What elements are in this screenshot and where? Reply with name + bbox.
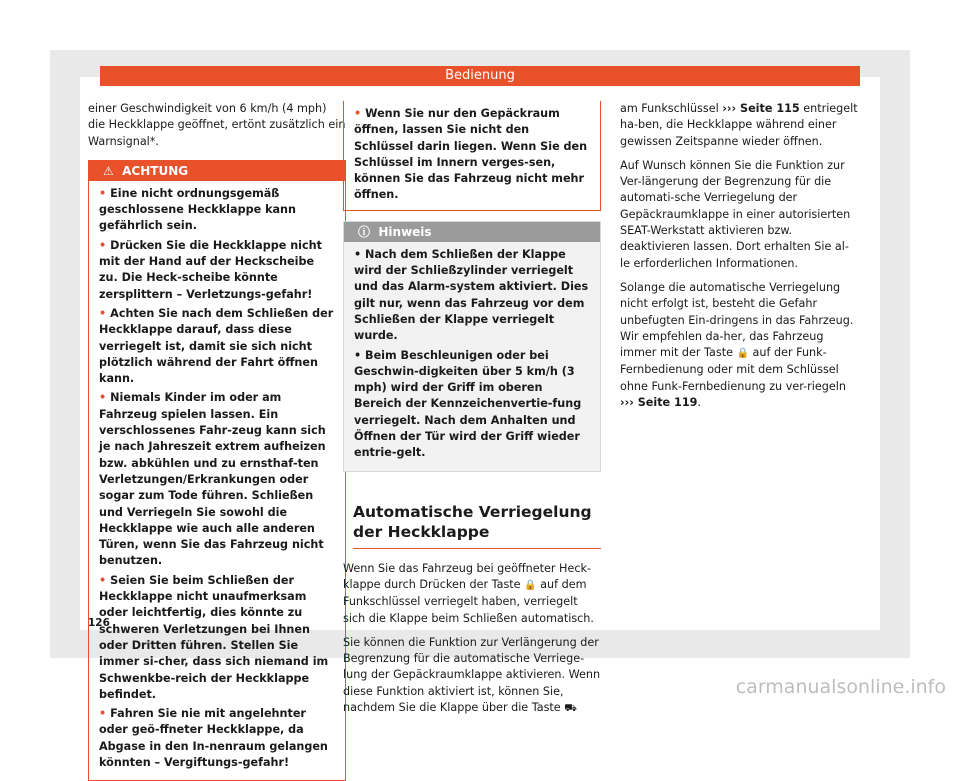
lock-key-icon: 🔒: [524, 579, 537, 591]
list-item: • Drücken Sie die Heckklappe nicht mit der Hand auf der Heckscheibe zu. Die Heck-scheibe könnte zersplittern – Verletzungs-gefahr!: [99, 238, 322, 301]
section-header: Bedienung: [100, 66, 860, 86]
note-title: Hinweis: [378, 224, 432, 239]
section-title: Automatische Verriegelung der Heckklappe: [353, 502, 601, 549]
info-icon: ⓘ: [358, 224, 371, 239]
page-number: 126: [88, 617, 110, 629]
list-item: • Eine nicht ordnungsgemäß geschlossene Heckklappe kann gefährlich sein.: [99, 186, 296, 233]
list-item: • Niemals Kinder im oder am Fahrzeug spielen lassen. Ein verschlossenes Fahr-zeug kann sich je nach Jahreszeit extrem aufheizen bzw. abkühlen und zu ernsthaf-ten Verletzungen/Erkrankungen oder sogar zum Tode führen. Schließen und Verriegeln Sie sowohl die Heckklappe wie auch alle anderen Türen, wenn Sie das Fahrzeug nicht benutzen.: [99, 391, 326, 568]
paragraph: Solange die automatische Verriegelung nicht erfolgt ist, besteht die Gefahr unbefugten Ein-dringens in das Fahrzeug. Wir empfehlen da-her, das Fahrzeug immer mit der Taste 🔒 auf der Funk-Fernbedienung oder mit dem Schlüssel ohne Funk-Fernbedienung zu ver-riegeln ››› Seite 119.: [620, 280, 854, 410]
warning-continuation: • Wenn Sie nur den Gepäckraum öffnen, lassen Sie nicht den Schlüssel darin liegen. Wenn Sie den Schlüssel im Innern verges-sen, können Sie das Fahrzeug nicht mehr öffnen.: [343, 101, 601, 211]
column-1: [88, 101, 346, 781]
warning-title: ACHTUNG: [122, 163, 189, 178]
list-item: • Seien Sie beim Schließen der Heckklappe nicht unaufmerksam oder leichtfertig, dies könnte zu schweren Verletzungen bei Ihnen oder Dritten führen. Stellen Sie immer si-cher, dass sich niemand im Schwenkbe-reich der Heckklappe befindet.: [99, 573, 329, 701]
watermark: carmanualsonline.info: [735, 676, 946, 698]
note-body: [344, 242, 600, 471]
column-3: [620, 101, 858, 419]
note-header: [344, 222, 600, 242]
warning-triangle-icon: ⚠: [103, 163, 114, 178]
car-key-icon: ⛟: [564, 703, 577, 715]
intro-text: einer Geschwindigkeit von 6 km/h (4 mph) die Heckklappe geöffnet, ertönt zusätzlich ein Warnsignal*.: [88, 102, 346, 148]
paragraph: am Funkschlüssel ››› Seite 115 entriegelt ha-ben, die Heckklappe während einer gewissen Zeitspanne wieder öffnen.: [620, 102, 858, 148]
list-item: • Achten Sie nach dem Schließen der Heckklappe darauf, dass diese verriegelt ist, damit sie sich nicht plötzlich während der Fahrt öffnen kann.: [99, 306, 334, 386]
lock-key-icon: 🔒: [736, 348, 749, 360]
list-item: • Beim Beschleunigen oder bei Geschwin-digkeiten über 5 km/h (3 mph) wird der Griff im oberen Bereich der Kennzeichenvertie-fung verriegelt. Nach dem Anhalten und Öffnen der Tür wird der Griff wieder entrie-gelt.: [354, 348, 582, 460]
page-reference-link[interactable]: ››› Seite 115: [722, 102, 800, 115]
paragraph: Sie können die Funktion zur Verlängerung der Begrenzung für die automatische Verriege-lung der Gepäckraumklappe aktivieren. Wenn diese Funktion aktiviert ist, können Sie, nachdem Sie die Klappe über die Taste ⛟: [343, 635, 601, 717]
warning-box: [88, 160, 346, 781]
list-item: • Nach dem Schließen der Klappe wird der Schließzylinder verriegelt und das Alarm-system aktiviert. Dies gilt nur, wenn das Fahrzeug vor dem Schließen der Klappe verriegelt wurde.: [354, 247, 589, 343]
paragraph: Wenn Sie das Fahrzeug bei geöffneter Heck-klappe durch Drücken der Taste 🔒 auf dem Funkschlüssel verriegelt haben, verriegelt sich die Klappe beim Schließen automatisch.: [343, 561, 594, 625]
paragraph: Auf Wunsch können Sie die Funktion zur Ver-längerung der Begrenzung für die automati-sche Verriegelung der Gepäckraumklappe in einer autorisierten SEAT-Werkstatt aktivieren bzw. deaktivieren lassen. Dort erhalten Sie al-le erforderlichen Informationen.: [620, 158, 851, 270]
column-2: [343, 101, 601, 725]
warning-header: [89, 161, 345, 181]
list-item: • Fahren Sie nie mit angelehnter oder geö-ffneter Heckklappe, da Abgase in den In-nenraum gelangen könnten – Vergiftungs-gefahr!: [99, 707, 328, 769]
note-box: [343, 221, 601, 472]
warning-cont-text: Wenn Sie nur den Gepäckraum öffnen, lassen Sie nicht den Schlüssel darin liegen. Wenn Sie den Schlüssel im Innern verges-sen, können Sie das Fahrzeug nicht mehr öffnen.: [354, 107, 588, 202]
page-reference-link[interactable]: ››› Seite 119: [620, 396, 698, 410]
warning-body: [89, 181, 345, 780]
